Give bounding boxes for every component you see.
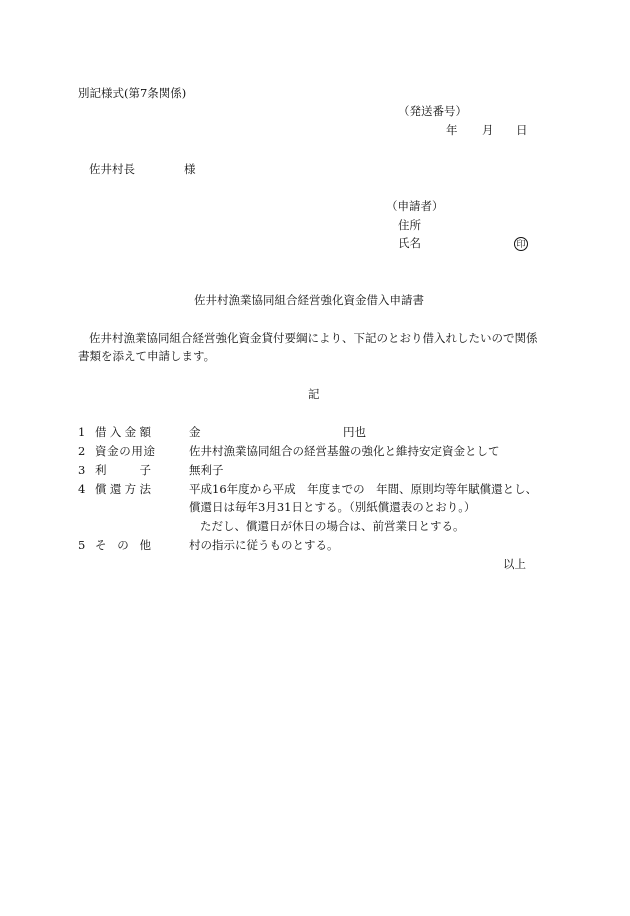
ki-heading: 記 bbox=[308, 387, 320, 401]
item-label: 借 入 金 額 bbox=[95, 425, 151, 439]
item-number: 2 bbox=[78, 444, 86, 458]
item-number: 5 bbox=[78, 538, 86, 552]
item-value: 金 bbox=[189, 425, 201, 439]
item-value: 平成16年度から平成 年度までの 年間、原則均等年賦償還とし、 bbox=[189, 482, 538, 496]
applicant-heading: （申請者） bbox=[386, 199, 444, 213]
item-label: 利 子 bbox=[95, 463, 151, 477]
addressee-honorific: 様 bbox=[184, 162, 196, 176]
item-value: 村の指示に従うものとする。 bbox=[189, 538, 339, 552]
form-label: 別記様式(第7条関係) bbox=[78, 86, 187, 100]
item-number: 1 bbox=[78, 425, 86, 439]
list-item bbox=[0, 444, 630, 458]
list-item bbox=[0, 482, 630, 496]
seal-icon bbox=[514, 236, 528, 251]
addressee-mayor: 佐井村長 bbox=[89, 162, 135, 176]
item-value-note: ただし、償還日が休日の場合は、前営業日とする。 bbox=[200, 519, 465, 533]
document-title: 佐井村漁業協同組合経営強化資金借入申請書 bbox=[194, 293, 424, 307]
item-number: 3 bbox=[78, 463, 86, 477]
intro-line-2: 書類を添えて申請します。 bbox=[78, 349, 216, 363]
item-value: 佐井村漁業協同組合の経営基盤の強化と維持安定資金として bbox=[189, 444, 500, 458]
list-item bbox=[0, 538, 630, 552]
item-number: 4 bbox=[78, 482, 86, 496]
intro-line-1: 佐井村漁業協同組合経営強化資金貸付要綱により、下記のとおり借入れしたいので関係 bbox=[89, 331, 538, 345]
list-item bbox=[0, 463, 630, 477]
closing: 以上 bbox=[503, 557, 526, 571]
dispatch-number: （発送番号） bbox=[398, 104, 467, 118]
list-item bbox=[0, 425, 630, 439]
item-value-cont: 償還日は毎年3月31日とする。（別紙償還表のとおり。） bbox=[189, 500, 476, 514]
date-year: 年 bbox=[446, 123, 458, 137]
item-value: 無利子 bbox=[189, 463, 224, 477]
seal-text: 印 bbox=[514, 237, 528, 251]
item-label: そ の 他 bbox=[95, 538, 151, 552]
applicant-name-label: 氏名 bbox=[398, 236, 421, 250]
item-value-suffix: 円也 bbox=[343, 425, 366, 439]
date-day: 日 bbox=[516, 123, 528, 137]
item-label: 償 還 方 法 bbox=[95, 482, 151, 496]
applicant-address-label: 住所 bbox=[398, 218, 421, 232]
item-label: 資 金 の 用 途 bbox=[95, 444, 155, 458]
date-month: 月 bbox=[482, 123, 494, 137]
